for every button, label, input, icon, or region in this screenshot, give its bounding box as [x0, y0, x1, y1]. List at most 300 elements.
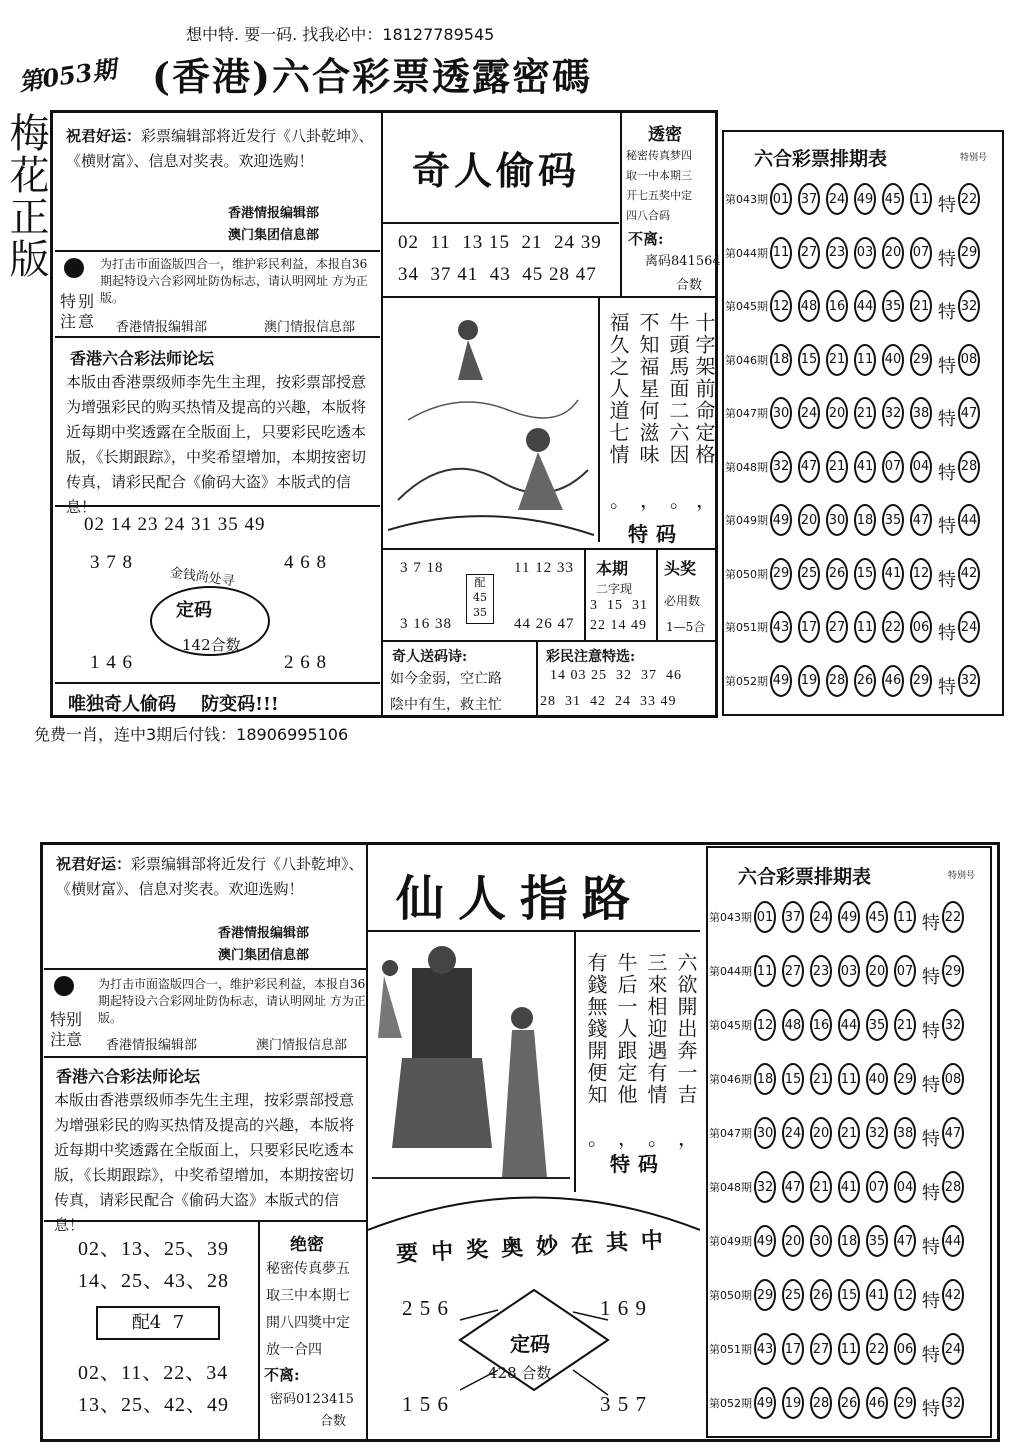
secret-heshu-2: 合数 [320, 1414, 347, 1429]
special-marker: 特 [922, 913, 940, 934]
special-number-ball: 32 [942, 1009, 964, 1041]
greeting-body: 彩票编辑部将近发行《八卦乾坤》、《横财富》、信息对奖表。欢迎选购！ [56, 855, 364, 898]
special-pick-row2: 28 31 42 24 33 49 [540, 694, 677, 709]
schedule-row-label: 第045期 [709, 1019, 752, 1032]
poem-col-3: 牛后一人跟定他 [614, 952, 638, 1106]
special-pick-row1: 14 03 25 32 37 46 [550, 668, 682, 683]
poem-punct-3: ， [640, 488, 660, 512]
number-ball: 26 [826, 558, 848, 590]
schedule-row [724, 549, 1002, 599]
special-number-ball: 32 [958, 290, 980, 322]
number-ball: 30 [826, 504, 848, 536]
slogan: 唯独奇人偷码 防变码!!! [68, 694, 279, 715]
number-ball: 29 [894, 1063, 916, 1095]
special-number-ball: 42 [958, 558, 980, 590]
number-ball: 21 [826, 451, 848, 483]
special-marker: 特 [938, 355, 956, 377]
divider [383, 640, 718, 642]
secret-line: 开七五奖中定 [626, 189, 692, 202]
schedule-row [724, 281, 1002, 331]
number-ball: 20 [882, 237, 904, 269]
number-ball: 35 [866, 1009, 888, 1041]
number-ball: 20 [810, 1117, 832, 1149]
schedule-row-label: 第049期 [709, 1235, 752, 1248]
benqi-row2: 22 14 49 [590, 618, 647, 633]
bomb-icon [54, 976, 74, 996]
notice-sign1: 香港情报编辑部 [106, 1038, 198, 1053]
pei-num: 45 [473, 591, 487, 604]
special-marker: 特 [938, 195, 956, 216]
toujiang-range: 1—5合 [666, 620, 706, 634]
number-ball: 32 [770, 451, 792, 483]
secret-line: 秘密传真梦四 [626, 149, 692, 162]
divider [55, 505, 380, 507]
poem-punct-1: ， [678, 1126, 698, 1150]
number-ball: 40 [866, 1063, 888, 1095]
secret-line: 四八合码 [626, 209, 670, 222]
money-arc-text: 金钱尚处寻 [168, 565, 236, 590]
divider [383, 222, 619, 224]
schedule-row [708, 1000, 990, 1050]
forum-body: 本版由香港票级师李先生主理，按彩票部授意为增强彩民的购买热情及提高的兴趣，本版将近每期中奖透露在全版面上，只要彩民吃透本版，《长期跟踪》，中奖希望增加，本期按密切传真，请彩民配合《偷码大盗》本版式的信息！ [54, 1091, 355, 1234]
schedule-row-label: 第046期 [709, 1073, 752, 1086]
number-ball: 28 [810, 1387, 832, 1419]
number-ball: 28 [826, 665, 848, 697]
divider [383, 548, 718, 550]
greeting-sign1: 香港情报编辑部 [218, 926, 310, 941]
top-banner: 想中特. 要一码. 找我必中：18127789545 [186, 25, 495, 44]
number-ball: 27 [798, 237, 820, 269]
number-ball: 41 [838, 1171, 860, 1203]
number-ball: 29 [894, 1387, 916, 1419]
greeting-body: 彩票编辑部将近发行《八卦乾坤》、《横财富》、信息对奖表。欢迎选购！ [66, 127, 374, 170]
poem-col-4: 有錢無錢開便知 [584, 952, 608, 1106]
number-ball: 47 [798, 451, 820, 483]
special-marker: 特 [922, 1129, 940, 1150]
center-numbers-row2: 34 37 41 43 45 28 47 [398, 264, 597, 285]
special-number-ball: 44 [958, 504, 980, 536]
diamond-center: 定码 [510, 1332, 550, 1356]
issue-mark: 第053期 [16, 54, 118, 97]
poem-col-3: 不知福星何滋味 [636, 312, 660, 466]
greeting-sign1: 香港情报编辑部 [228, 206, 320, 221]
benqi-heading: 本期 [596, 559, 629, 578]
number-ball: 25 [798, 558, 820, 590]
number-ball: 20 [866, 955, 888, 987]
divider [44, 968, 366, 970]
number-ball: 26 [810, 1279, 832, 1311]
number-ball: 07 [882, 451, 904, 483]
special-number-ball: 28 [958, 451, 980, 483]
pei-num: 35 [473, 606, 487, 619]
divider [368, 930, 700, 932]
number-ball: 30 [810, 1225, 832, 1257]
divider [620, 112, 622, 296]
notice-label: 特别注意 [60, 292, 97, 331]
diamond-right-top: 1 6 9 [600, 1296, 647, 1320]
number-ball: 11 [770, 237, 792, 269]
schedule-row-label: 第051期 [709, 1343, 752, 1356]
schedule-row [724, 442, 1002, 492]
special-marker: 特 [922, 1075, 940, 1096]
number-ball: 24 [826, 183, 848, 215]
schedule-row [708, 1216, 990, 1266]
number-ball: 32 [754, 1171, 776, 1203]
schedule-row [724, 656, 1002, 706]
number-ball: 12 [754, 1009, 776, 1041]
diamond-right-bottom: 3 5 7 [600, 1392, 647, 1416]
schedule-row-label: 第044期 [725, 246, 768, 260]
number-ball: 49 [770, 665, 792, 697]
number-ball: 15 [782, 1063, 804, 1095]
notice-sign1: 香港情报编辑部 [116, 320, 208, 335]
notice-body: 为打击市面盗版四合一，维护彩民利益，本报自36期起特设六合彩网址防伪标志，请认明网址 方为正版。 [98, 977, 366, 1025]
number-ball: 11 [754, 955, 776, 987]
secret-heading: 透密 [648, 125, 682, 145]
schedule-row-label: 第044期 [709, 965, 752, 978]
divider [258, 1222, 260, 1440]
number-ball: 29 [910, 665, 932, 697]
pei-label: 配 [474, 576, 486, 589]
number-ball: 35 [882, 290, 904, 322]
number-ball: 49 [770, 504, 792, 536]
notice-label: 特别注意 [50, 1010, 83, 1049]
number-ball: 29 [910, 344, 932, 376]
notice-sign2: 澳门情报信息部 [256, 1038, 348, 1053]
schedule-row [708, 892, 990, 942]
special-number-ball: 44 [942, 1225, 964, 1257]
special-marker: 特 [938, 569, 956, 591]
special-marker: 特 [938, 302, 956, 323]
number-ball: 48 [798, 290, 820, 322]
secret-line: 取一中本期三 [626, 169, 692, 182]
number-ball: 41 [882, 558, 904, 590]
number-ball: 47 [910, 504, 932, 536]
special-marker: 特 [922, 1237, 940, 1258]
pei-left-top: 3 7 18 [400, 560, 444, 576]
schedule-row [708, 946, 990, 996]
number-ball: 22 [866, 1333, 888, 1365]
special-marker: 特 [938, 623, 956, 644]
number-ball: 44 [838, 1009, 860, 1041]
poem-gift-heading: 奇人送码诗: [392, 649, 468, 665]
schedule-row [708, 1162, 990, 1212]
schedule-rows [724, 174, 1002, 714]
pei-box-2: 配4 7 [96, 1306, 220, 1340]
greeting-block-2 [56, 852, 366, 902]
number-ball: 04 [910, 451, 932, 483]
forum-heading: 香港六合彩法师论坛 [70, 349, 215, 368]
poem-punct-1: ， [696, 488, 716, 512]
divider [598, 298, 600, 542]
number-ball: 32 [882, 397, 904, 429]
special-number-ball: 24 [958, 611, 980, 643]
schedule-row [724, 335, 1002, 385]
schedule-row-label: 第048期 [709, 1181, 752, 1194]
schedule-row [708, 1054, 990, 1104]
number-ball: 38 [910, 397, 932, 429]
forum-heading: 香港六合彩法师论坛 [56, 1067, 201, 1086]
secret-line: 秘密传真夢五 [266, 1261, 350, 1277]
greeting-sign2: 澳门集团信息部 [228, 228, 320, 243]
number-ball: 20 [826, 397, 848, 429]
secret-buli: 不离: [628, 230, 664, 248]
money-center: 定码 [176, 600, 212, 621]
number-ball: 12 [770, 290, 792, 322]
number-ball: 11 [854, 344, 876, 376]
money-center-sub: 142合数 [182, 636, 241, 654]
special-number-ball: 32 [958, 665, 980, 697]
poem-col-4: 福久之人道七情 [606, 312, 630, 466]
number-ball: 27 [782, 955, 804, 987]
schedule-row-label: 第049期 [725, 514, 768, 527]
number-ball: 01 [754, 901, 776, 933]
schedule-rows [708, 892, 990, 1436]
secret-lines [626, 146, 718, 226]
number-ball: 32 [866, 1117, 888, 1149]
secret-line: 放一合四 [266, 1342, 322, 1358]
divider [44, 1220, 366, 1222]
poem-col-2: 三來相迎遇有情 [644, 952, 668, 1106]
pei-right-bottom: 44 26 47 [514, 616, 575, 632]
number-ball: 26 [838, 1387, 860, 1419]
schedule-panel-1 [722, 130, 1004, 716]
center-title: 奇人偷码 [412, 148, 581, 193]
number-ball: 07 [910, 237, 932, 269]
poem-punct-4: 。 [588, 1126, 608, 1150]
secret-code: 离码841564 [645, 254, 721, 269]
page1-title: (香港)六合彩票透露密碼 [152, 54, 592, 99]
number-ball: 44 [854, 290, 876, 322]
number-ball: 41 [854, 451, 876, 483]
number-ball: 25 [782, 1279, 804, 1311]
number-ball: 49 [754, 1387, 776, 1419]
greeting-sign2: 澳门集团信息部 [218, 948, 310, 963]
schedule-row-label: 第052期 [725, 674, 768, 688]
number-ball: 46 [882, 665, 904, 697]
number-ball: 30 [770, 397, 792, 429]
number-ball: 29 [770, 558, 792, 590]
divider [656, 550, 658, 640]
number-ball: 20 [782, 1225, 804, 1257]
schedule-special-label: 特别号 [960, 153, 988, 163]
number-ball: 17 [798, 611, 820, 643]
number-ball: 19 [798, 665, 820, 697]
number-ball: 24 [798, 397, 820, 429]
number-ball: 15 [798, 344, 820, 376]
toujiang-heading: 头奖 [664, 559, 697, 578]
schedule-row-label: 第043期 [709, 911, 752, 924]
special-code-label: 特码 [628, 522, 684, 546]
number-ball: 21 [826, 344, 848, 376]
notice-body: 为打击市面盗版四合一，维护彩民利益，本报自36期起特设六合彩网址防伪标志，请认明网址 方为正版。 [100, 257, 368, 305]
number-ball: 41 [866, 1279, 888, 1311]
pei-right-top: 11 12 33 [514, 560, 574, 576]
special-number-ball: 22 [958, 183, 980, 215]
diamond-left-bottom: 1 5 6 [402, 1392, 449, 1416]
schedule-row [724, 228, 1002, 278]
special-marker: 特 [922, 1183, 940, 1204]
number-ball: 49 [838, 901, 860, 933]
special-number-ball: 29 [958, 237, 980, 269]
number-ball: 21 [910, 290, 932, 322]
secret-lines-2 [266, 1256, 350, 1364]
special-number-ball: 28 [942, 1171, 964, 1203]
number-ball: 27 [826, 611, 848, 643]
bomb-icon [64, 258, 84, 278]
schedule-row [724, 388, 1002, 438]
schedule-row [708, 1324, 990, 1374]
number-ball: 21 [810, 1063, 832, 1095]
special-marker: 特 [938, 248, 956, 270]
greeting-block [66, 124, 376, 174]
number-ball: 26 [854, 665, 876, 697]
special-number-ball: 47 [958, 397, 980, 429]
number-ball: 15 [838, 1279, 860, 1311]
number-ball: 11 [854, 611, 876, 643]
divider [383, 296, 718, 298]
poem-punct-4: 。 [610, 488, 630, 512]
center-title-2: 仙人指路 [396, 871, 645, 927]
schedule-row [708, 1108, 990, 1158]
money-left-top: 3 7 8 [90, 552, 133, 573]
number-ball: 18 [838, 1225, 860, 1257]
number-ball: 49 [754, 1225, 776, 1257]
secret-code-2: 密码0123415 [270, 1392, 354, 1407]
diamond-left-top: 2 5 6 [402, 1296, 449, 1320]
number-ball: 49 [854, 183, 876, 215]
number-ball: 11 [838, 1063, 860, 1095]
schedule-row-label: 第043期 [725, 193, 768, 206]
arc-text: 要中奖奥妙在其中 [395, 1226, 677, 1268]
divider [536, 642, 538, 716]
number-ball: 07 [866, 1171, 888, 1203]
number-ball: 11 [894, 901, 916, 933]
number-ball: 24 [782, 1117, 804, 1149]
special-marker: 特 [938, 516, 956, 537]
bottom-banner: 免费一肖，连中3期后付钱：18906995106 [34, 725, 349, 744]
number-ball: 04 [894, 1171, 916, 1203]
schedule-row [724, 174, 1002, 224]
side-label: 梅花正版 [3, 112, 49, 280]
number-ball: 23 [810, 955, 832, 987]
divider [584, 550, 586, 640]
benqi-sub: 二字现 [596, 582, 633, 596]
secret-heading-2: 绝密 [290, 1235, 324, 1255]
number-ball: 03 [838, 955, 860, 987]
number-ball: 12 [894, 1279, 916, 1311]
secret-buli-2: 不离: [264, 1366, 300, 1384]
divider [55, 250, 380, 252]
schedule-row-label: 第048期 [725, 460, 768, 474]
poem-gift-line2: 陰中有生，救主忙 [390, 697, 502, 713]
schedule-row-label: 第046期 [725, 353, 768, 367]
number-ball: 18 [854, 504, 876, 536]
warrior-illustration [388, 300, 594, 540]
special-marker: 特 [922, 1399, 940, 1420]
number-ball: 11 [910, 183, 932, 215]
special-marker: 特 [938, 462, 956, 484]
special-marker: 特 [938, 676, 956, 698]
special-number-ball: 22 [942, 901, 964, 933]
special-marker: 特 [922, 1021, 940, 1042]
money-right-bottom: 2 6 8 [284, 652, 327, 673]
number-ball: 21 [854, 397, 876, 429]
divider [44, 1056, 366, 1058]
number-ball: 19 [782, 1387, 804, 1419]
number-ball: 15 [854, 558, 876, 590]
schedule-row-label: 第050期 [725, 567, 768, 581]
special-code-label-2: 特码 [610, 1152, 666, 1176]
poem-punct-3: ， [618, 1126, 638, 1150]
number-ball: 06 [910, 611, 932, 643]
special-pick-heading: 彩民注意特选: [546, 649, 636, 665]
number-ball: 22 [882, 611, 904, 643]
schedule-row [724, 602, 1002, 652]
money-left-bottom: 1 4 6 [90, 652, 133, 673]
forum-numbers: 02 14 23 24 31 35 49 [84, 514, 266, 535]
number-ball: 18 [754, 1063, 776, 1095]
benqi-row1: 3 15 31 [590, 598, 648, 613]
poem-col-2: 牛頭馬面二六因 [666, 312, 690, 466]
special-marker: 特 [922, 967, 940, 988]
number-ball: 43 [754, 1333, 776, 1365]
schedule-row-label: 第047期 [709, 1127, 752, 1140]
diamond-center-sub: 428 合数 [488, 1364, 552, 1382]
number-row: 13、25、42、49 [78, 1394, 229, 1416]
number-row: 02、11、22、34 [78, 1362, 229, 1384]
number-ball: 35 [866, 1225, 888, 1257]
number-row: 02、13、25、39 [78, 1238, 229, 1260]
number-ball: 45 [882, 183, 904, 215]
schedule-special-label: 特别号 [948, 871, 976, 881]
divider [55, 682, 380, 684]
schedule-row [708, 1378, 990, 1428]
schedule-row-label: 第047期 [725, 407, 768, 420]
money-right-top: 4 6 8 [284, 552, 327, 573]
schedule-row [708, 1270, 990, 1320]
toujiang-sub: 必用数 [664, 594, 701, 608]
number-ball: 38 [894, 1117, 916, 1149]
number-ball: 37 [798, 183, 820, 215]
poem-col-1: 六欲開出奔一吉 [674, 952, 698, 1106]
special-number-ball: 47 [942, 1117, 964, 1149]
number-ball: 27 [810, 1333, 832, 1365]
schedule-row-label: 第051期 [725, 621, 768, 634]
special-number-ball: 42 [942, 1279, 964, 1311]
number-ball: 43 [770, 611, 792, 643]
special-marker: 特 [922, 1345, 940, 1366]
poem-punct-2: 。 [670, 488, 690, 512]
schedule-panel-2 [706, 846, 992, 1438]
greeting-heading: 祝君好运： [66, 127, 142, 145]
number-ball: 20 [798, 504, 820, 536]
number-ball: 45 [866, 901, 888, 933]
secret-line: 開八四獎中定 [266, 1315, 350, 1331]
number-ball: 18 [770, 344, 792, 376]
pei-box [466, 574, 494, 624]
number-ball: 40 [882, 344, 904, 376]
special-marker: 特 [938, 409, 956, 430]
special-number-ball: 08 [958, 344, 980, 376]
number-ball: 11 [838, 1333, 860, 1365]
number-ball: 47 [782, 1171, 804, 1203]
schedule-row [724, 495, 1002, 545]
divider [381, 112, 383, 716]
divider [574, 932, 576, 1192]
number-ball: 01 [770, 183, 792, 215]
number-ball: 06 [894, 1333, 916, 1365]
